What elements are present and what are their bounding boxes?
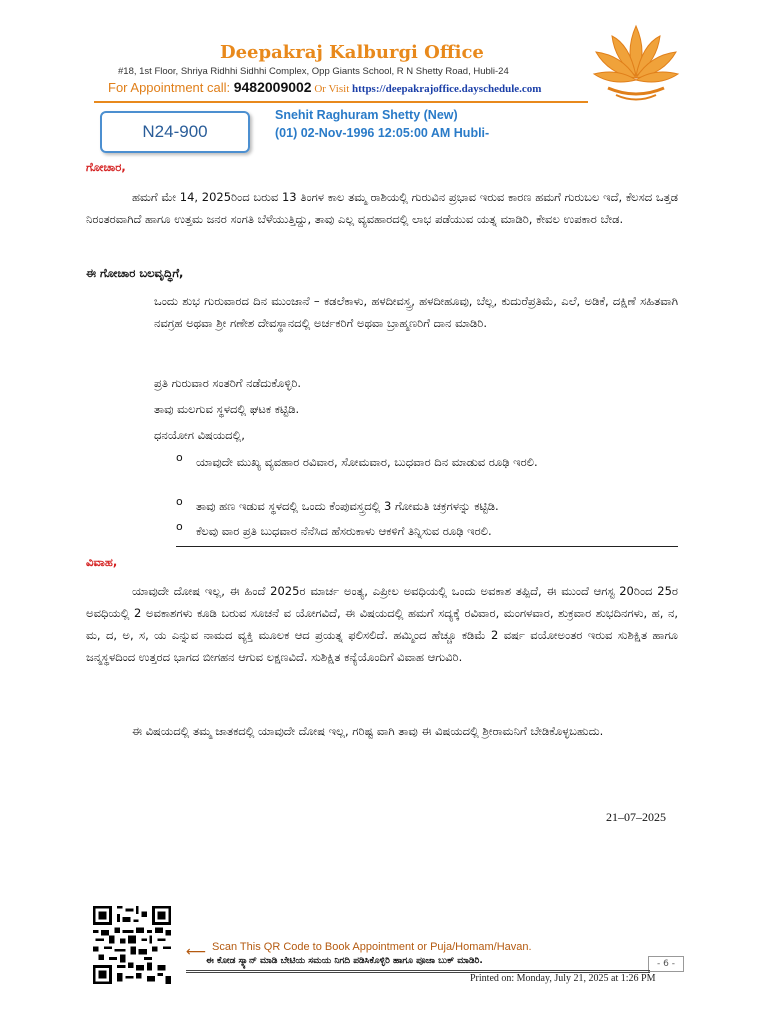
booking-url-link[interactable]: https://deepakrajoffice.dayschedule.com <box>352 83 542 95</box>
appointment-label: For Appointment call: <box>108 80 234 95</box>
dhana-item-text: ಕೆಲವು ವಾರ ಪ್ರತಿ ಬುಧವಾರ ನೆನೆಸಿದ ಹೆಸರುಕಾಳು ಆಕಳಿಗೆ ತಿನ್ನಿಸುವ ರೂಢಿ ಇರಲಿ. <box>196 524 492 538</box>
footer-divider <box>186 970 650 971</box>
client-birth-details: (01) 02-Nov-1996 12:05:00 AM Hubli- <box>275 126 490 140</box>
printed-on-stamp: Printed on: Monday, July 21, 2025 at 1:26 PM <box>470 973 656 984</box>
vivaha-paragraph-1: ಯಾವುದೇ ದೋಷ ಇಲ್ಲ, ಈ ಹಿಂದೆ 2025ರ ಮಾರ್ಚ ಅಂತ್ಯ, ಎಪ್ರೀಲ ಅವಧಿಯಲ್ಲಿ ಒಂದು ಅವಕಾಶ ತಪ್ಪಿದೆ, ಈ ಮುಂದೆ ಆಗಸ್ಟ 20ರಿಂದ 25ರ ಅವಧಿಯಲ್ಲಿ 2 ಅವಕಾಶಗಳು ಕೂಡಿ ಬರುವ ಸೂಚನೆ ವ ಯೋಗವಿದೆ, ಈ ವಿಷಯದಲ್ಲಿ ಹಮಗೆ ಸದ್ಯಕ್ಕೆ ರವಿವಾರ, ಮಂಗಳವಾರ, ಶುಕ್ರವಾರ ಶುಭದಿನಗಳು, ಹ, ನ, ಮ, ದ, ಅ, ಸ, ಯ ಎನ್ನುವ ನಾಮದ ವ್ಯಕ್ತಿ ಮೂಲಕ ಆದ ಪ್ರಯತ್ನ ಫಲಿಸಲಿದೆ. ಹಮ್ಮಿಂದ ಹೆಚ್ಚೂ ಕಡಿಮೆ 2 ವರ್ಷ ವಯೋಅಂತರ ಇರುವ ಸುಶಿಕ್ಷಿತ ಹಾಗೂ ಜನ್ಮಸ್ಥಳದಿಂದ ಉತ್ತರದ ಭಾಗದ ಬೀಗಹನ ಆಗುವ ಲಕ್ಷಣವಿದೆ. ಸುಶಿಕ್ಷಿತ ಕನ್ಯೆಯೊಂದಿಗೆ ವಿವಾಹ ಆಗುವಿರಿ. <box>86 584 678 664</box>
remedy-2: ಪ್ರತಿ ಗುರುವಾರ ಸಂತರಿಗೆ ನಡೆದುಕೊಳ್ಳಿರಿ. <box>154 376 302 390</box>
qr-caption-english: Scan This QR Code to Book Appointment or Puja/Homam/Havan. <box>212 941 532 953</box>
document-date: 21–07–2025 <box>606 810 666 824</box>
dhana-heading: ಧನಯೋಗ ವಿಷಯದಲ್ಲಿ, <box>154 428 245 442</box>
dhana-item <box>176 520 678 542</box>
vivaha-paragraph-2: ಈ ವಿಷಯದಲ್ಲಿ ತಮ್ಮ ಜಾತಕದಲ್ಲಿ ಯಾವುದೇ ದೋಷ ಇಲ್ಲ, ಗರಿಷ್ಟ ವಾಗಿ ತಾವು ಈ ವಿಷಯದಲ್ಲಿ ಶ್ರೀರಾಮನಿಗೆ ಬೇಡಿಕೊಳ್ಳಬಹುದು. <box>132 724 604 738</box>
or-visit-text: Or Visit <box>311 83 352 95</box>
page-number: - 6 - <box>648 956 684 972</box>
qr-code-icon[interactable] <box>93 906 171 984</box>
dhana-item <box>176 495 678 517</box>
office-title: Deepakraj Kalburgi Office <box>220 42 484 63</box>
phone-number[interactable]: 9482009002 <box>233 79 312 95</box>
bullet-icon: o <box>176 495 183 508</box>
bullet-icon: o <box>176 451 183 464</box>
qr-caption-kannada: ಈ ಕೋಡ ಸ್ಕ್ಯಾನ್ ಮಾಡಿ ಬೇಟಿಯ ಸಮಯ ನಿಗದಿ ಪಡಿಸಿಕೊಳ್ಳಿರಿ ಹಾಗೂ ಪೂಜಾ ಬುಕ್ ಮಾಡಿರಿ. <box>206 956 483 966</box>
section-divider <box>176 546 678 547</box>
dhana-item <box>176 451 678 491</box>
office-address: #18, 1st Floor, Shriya Ridhhi Sidhhi Complex, Opp Giants School, R N Shetty Road, Hubli-24 <box>118 66 509 77</box>
gochara-heading: ಗೋಚಾರ, <box>86 160 126 174</box>
vivaha-heading: ವಿವಾಹ, <box>86 555 118 569</box>
appointment-line <box>108 79 541 95</box>
dhana-item-text: ತಾವು ಹಣ ಇಡುವ ಸ್ಥಳದಲ್ಲಿ ಒಂದು ಕೆಂಪುವಸ್ತ್ರದಲ್ಲಿ 3 ಗೋಮತಿ ಚಕ್ರಗಳನ್ನು ಕಟ್ಟಿಡಿ. <box>196 499 499 513</box>
header-divider <box>94 101 588 103</box>
lotus-logo-icon <box>590 18 682 106</box>
client-name: Snehit Raghuram Shetty (New) <box>275 108 458 122</box>
remedy-1: ಒಂದು ಶುಭ ಗುರುವಾರದ ದಿನ ಮುಂಜಾನೆ – ಕಡಲೆಕಾಳು, ಹಳದೀವಸ್ತ್ರ, ಹಳದೀಹೂವು, ಬೆಲ್ಲ, ಕುದುರೆಪ್ರತಿಮೆ, ಎಲೆ, ಅಡಿಕೆ, ದಕ್ಷಿಣೆ ಸಹಿತವಾಗಿ ನವಗ್ರಹ ಅಥವಾ ಶ್ರೀ ಗಣೇಶ ದೇವಸ್ಥಾನದಲ್ಲಿ ಅರ್ಚಕರಿಗೆ ಅಥವಾ ಬ್ರಾಹ್ಮಣರಿಗೆ ದಾನ ಮಾಡಿರಿ. <box>154 294 678 330</box>
client-id-badge: N24-900 <box>100 111 250 153</box>
gochara-subheading: ಈ ಗೋಚಾರ ಬಲವೃದ್ಧಿಗೆ, <box>86 266 184 280</box>
dhana-item-text: ಯಾವುದೇ ಮುಖ್ಯ ವ್ಯವಹಾರ ರವಿವಾರ, ಸೋಮವಾರ, ಬುಧವಾರ ದಿನ ಮಾಡುವ ರೂಢಿ ಇರಲಿ. <box>196 455 538 469</box>
gochara-intro: ಹಮಗೆ ಮೇ 14, 2025ರಿಂದ ಬರುವ 13 ತಿಂಗಳ ಕಾಲ ತಮ್ಮ ರಾಶಿಯಲ್ಲಿ ಗುರುವಿನ ಪ್ರಭಾವ ಇರುವ ಕಾರಣ ಹಮಗೆ ಗುರುಬಲ ಇದೆ, ಕೆಲಸದ ಒತ್ತಡ ನಿರಂತರವಾಗಿದೆ ಹಾಗೂ ಉತ್ತಮ ಜನರ ಸಂಗತಿ ಬೆಳೆಯುತ್ತಿದ್ದು, ತಾವು ಎಲ್ಲ ವ್ಯವಹಾರದಲ್ಲಿ ಲಾಭ ಪಡೆಯುವ ಯತ್ನ ಮಾಡಿರಿ, ಕೇವಲ ಉಪಕಾರ ಬೇಡ. <box>86 190 678 226</box>
arrow-left-icon: ⟵ <box>186 944 207 960</box>
remedy-3: ತಾವು ಮಲಗುವ ಸ್ಥಳದಲ್ಲಿ ಘಟಕ ಕಟ್ಟಿಡಿ. <box>154 402 300 416</box>
bullet-icon: o <box>176 520 183 533</box>
